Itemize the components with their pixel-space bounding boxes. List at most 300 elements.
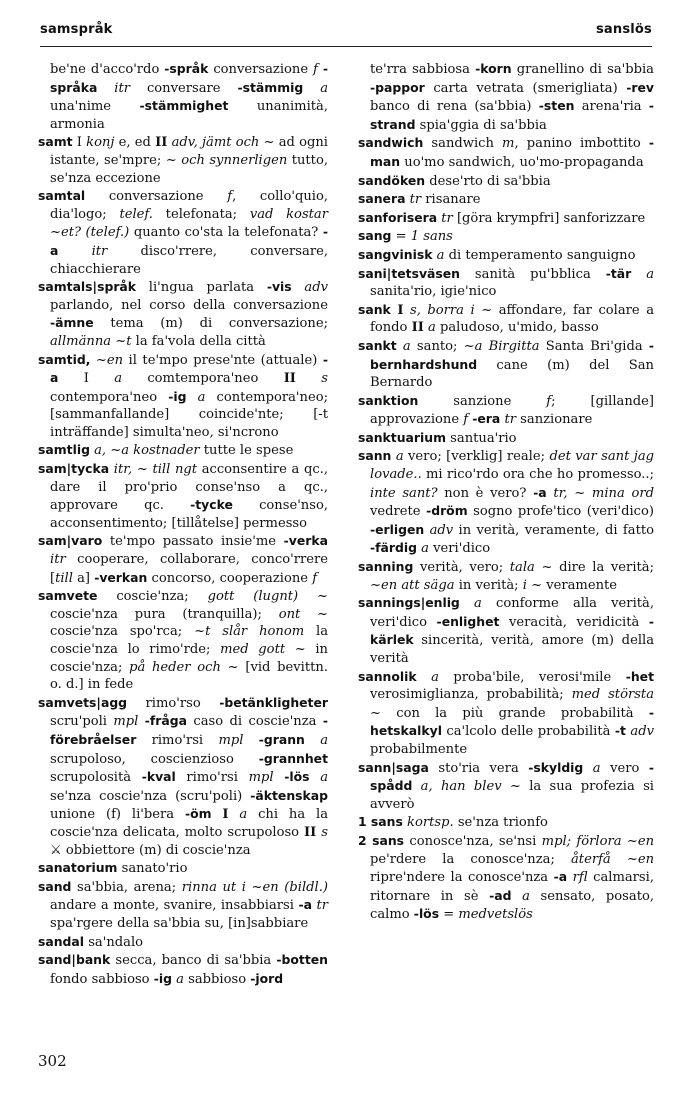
definition-text — [292, 280, 305, 295]
dictionary-entry — [358, 134, 654, 171]
definition-text: scrupolosità — [50, 770, 142, 786]
headword: -pappor — [370, 79, 425, 95]
grammar-label: inte sant? — [370, 485, 438, 501]
grammar-label: till — [55, 570, 73, 586]
definition-text — [243, 733, 258, 748]
grammar-label: adv — [429, 522, 454, 538]
grammar-label: ~en att säga — [370, 577, 455, 593]
grammar-label: a — [431, 669, 439, 685]
definition-text: parlando, nel corso della conversazione — [50, 297, 328, 313]
headword: -ig — [153, 970, 172, 986]
grammar-label: a — [114, 371, 122, 387]
headword: sang — [358, 228, 392, 244]
definition-text: in verità; — [454, 577, 523, 593]
definition-text: cane (m) del San Bernardo — [370, 357, 654, 391]
definition-text: concorso, cooperazione — [147, 570, 313, 586]
headword: sam|varo — [38, 533, 103, 549]
grammar-label: s — [321, 824, 328, 840]
dictionary-entry — [38, 133, 328, 187]
grammar-label: telef. — [119, 206, 153, 222]
dictionary-entry — [358, 227, 654, 246]
headword: -öm — [184, 806, 212, 822]
definition-text: spia'ggia di sa'bbia — [415, 117, 547, 133]
dictionary-entry — [358, 190, 654, 209]
definition-text: sto'ria vera — [428, 760, 529, 776]
headword: sanning — [358, 559, 414, 575]
definition-text: sabbioso — [183, 971, 251, 987]
definition-text: caso di coscie'nza — [187, 714, 323, 730]
dictionary-entry — [358, 60, 654, 134]
definition-text: sincerità, verità, amore (m) della verità — [370, 633, 654, 666]
grammar-label: f — [463, 412, 469, 428]
headword: -språk — [164, 61, 209, 76]
grammar-label: 1 sans — [410, 229, 453, 245]
definition-text: granellino di sa'bbia — [511, 62, 654, 77]
definition-text: a] — [72, 570, 95, 586]
definition-text: arena'ria — [574, 99, 649, 115]
headword: sannings|enlig — [358, 595, 460, 611]
headword: samtid, — [38, 351, 91, 367]
definition-text: secca, banco di sa'bbia — [110, 953, 277, 969]
definition-text: verosimiglianza, probabilità; — [370, 687, 572, 703]
grammar-label: f — [313, 62, 318, 77]
headword: -språka — [50, 61, 328, 95]
grammar-label: det var sant jag lovade.. — [370, 449, 655, 483]
headword: sannolik — [358, 668, 417, 684]
definition-text — [511, 889, 522, 904]
grammar-label: adv — [630, 724, 654, 740]
definition-text: coscie'nza; — [97, 589, 208, 605]
definition-text: sensato, posato, calmo — [370, 888, 654, 923]
headword: sanera — [358, 191, 406, 207]
dictionary-entry — [38, 694, 328, 859]
definition-text: verità, vero; — [413, 560, 510, 576]
dictionary-entry — [38, 859, 328, 878]
definition-text: sanita'rio, igie'nico — [370, 284, 497, 300]
definition-text: carta vetrata (smerigliata) — [424, 80, 627, 96]
headword: -verka — [283, 533, 328, 549]
dictionary-entry — [38, 60, 328, 133]
definition-text: risanare — [421, 192, 481, 208]
headword: -a — [50, 351, 328, 386]
headword: -rev — [626, 79, 654, 95]
definition-text: santua'rio — [446, 430, 517, 446]
definition-text — [296, 371, 321, 386]
grammar-label: mpl; förlora ~en — [541, 833, 654, 849]
definition-text: vedrete — [370, 504, 427, 520]
headword: -lös — [413, 906, 440, 922]
definition-text: sanità pu'bblica — [460, 266, 606, 282]
definition-text: fondo sabbioso — [50, 971, 154, 987]
headword: samtal — [38, 188, 86, 204]
definition-text: e, ed — [114, 135, 156, 151]
sense-number: II — [155, 135, 168, 151]
definition-text: te'rra sabbiosa — [370, 62, 476, 77]
grammar-label: allmänna ~t — [50, 333, 132, 349]
headword: samtlig — [38, 442, 90, 458]
grammar-label: tr, ~ mina ord — [553, 485, 654, 501]
definition-text: [vid bevittn. o. d.] in fede — [50, 659, 328, 693]
headword: sank — [358, 301, 391, 317]
definition-text: la sua profezia si avverò — [370, 779, 654, 812]
grammar-label: a — [428, 320, 436, 336]
dictionary-entry — [38, 532, 328, 587]
headword: -tycke — [190, 497, 233, 513]
definition-text: comtempora'neo — [122, 371, 284, 387]
definition-text: scru'poli — [50, 714, 114, 730]
grammar-label: a — [421, 541, 429, 557]
definition-text: I — [72, 135, 87, 151]
definition-text: tema (m) di conversazione; — [93, 316, 328, 332]
definition-text: li'ngua parlata — [136, 280, 267, 296]
grammar-label: itr — [50, 552, 66, 568]
headword: -bernhardshund — [370, 337, 654, 372]
definition-text — [97, 81, 114, 96]
headword: -a — [553, 869, 568, 885]
dictionary-entry — [358, 832, 654, 924]
grammar-label: med gott ~ — [220, 642, 306, 657]
definition-text: cooperare, collaborare, conco'rrere [ — [50, 552, 328, 586]
definition-text: calmarsi, ritornare in sè — [370, 870, 655, 904]
dictionary-entry — [358, 246, 654, 265]
headword: sandöken — [358, 172, 426, 188]
definition-text: coscie'nza spo'rca; — [50, 624, 195, 640]
right-column — [358, 60, 654, 924]
definition-text: ; [gillande] approvazione — [370, 393, 655, 428]
definition-text: banco di rena (sa'bbia) — [370, 99, 539, 115]
grammar-label: a — [474, 596, 482, 612]
definition-text: conse'nso, acconsentimento; [tillåtelse] permesso — [50, 498, 328, 531]
definition-text — [274, 770, 285, 785]
definition-text: , panino imbottito — [514, 136, 649, 152]
headword: -sten — [538, 98, 575, 114]
definition-text: acconsentire a qc., dare il pro'prio conse'nso a qc., approvare qc. — [50, 462, 328, 514]
definition-text: coscie'nza pura (tranquilla); — [50, 606, 279, 622]
definition-text: conosce'nza, se'nsi — [404, 833, 542, 849]
definition-text: conversazione — [85, 189, 228, 205]
headword: sani|tetsväsen — [358, 265, 460, 281]
grammar-label: s, borra i ~ — [410, 302, 493, 318]
headword: -lös — [284, 769, 310, 785]
definition-text: veri'dico — [428, 541, 491, 557]
definition-text: ca'lcolo delle probabilità — [441, 724, 615, 740]
headword: -grannhet — [258, 750, 328, 766]
definition-text: proba'bile, verosi'mile — [438, 669, 626, 685]
grammar-label: ~ och synnerligen — [165, 152, 288, 168]
definition-text: unanimità, armonia — [50, 99, 328, 132]
definition-text: in verità, veramente, di fatto — [453, 522, 654, 538]
definition-text: rimo'rso — [127, 695, 220, 711]
definition-text: quanto co'sta la telefonata? — [129, 225, 323, 241]
headword: -spådd — [370, 759, 654, 794]
grammar-label: a — [522, 888, 530, 904]
definition-text: Santa Bri'gida — [539, 338, 649, 354]
grammar-label: mpl — [248, 770, 274, 786]
dictionary-entry — [358, 429, 654, 448]
dictionary-entry — [38, 951, 328, 988]
grammar-label: adv — [304, 280, 328, 296]
definition-text: se'nza trionfo — [453, 815, 548, 831]
headword: -het — [625, 668, 654, 684]
definition-text: rimo'rsi — [136, 732, 219, 748]
definition-text: il te'mpo prese'nte (attuale) — [123, 352, 323, 368]
sense-number: I — [397, 302, 404, 318]
definition-text — [417, 670, 431, 685]
definition-text: pe'rdere la conosce'nza; — [370, 851, 571, 867]
definition-text — [229, 807, 240, 822]
definition-text: non è vero? — [437, 485, 534, 501]
grammar-label: f — [227, 189, 233, 205]
definition-text: veramente — [542, 577, 618, 593]
sense-number: II — [304, 824, 317, 840]
grammar-label: itr — [114, 80, 130, 96]
headword: -jord — [250, 970, 284, 986]
dictionary-entry — [358, 209, 654, 228]
left-column — [38, 60, 328, 988]
headword: sanatorium — [38, 860, 118, 876]
definition-text: sanato'rio — [117, 861, 188, 877]
headword: -t — [614, 723, 626, 739]
dictionary-entry — [38, 351, 328, 442]
grammar-label: ~en — [95, 352, 124, 368]
dictionary-entry — [358, 172, 654, 191]
headword: -era — [472, 411, 501, 427]
definition-text: dese'rto di sa'bbia — [425, 173, 551, 189]
dictionary-entry — [358, 813, 654, 832]
dictionary-entry — [38, 587, 328, 694]
grammar-label: a — [436, 247, 445, 263]
grammar-label: tr — [504, 412, 516, 428]
headword: sankt — [358, 337, 397, 353]
headword: -tär — [605, 265, 632, 281]
definition-text: sogno profe'tico (veri'dico) — [467, 504, 654, 520]
headword: -ig — [168, 388, 187, 404]
headword: sanforisera — [358, 209, 438, 225]
running-header — [40, 22, 652, 42]
definition-text: disco'rrere, conversare, chiacchierare — [50, 243, 328, 277]
headword: -hetskalkyl — [370, 704, 654, 739]
definition-text: la coscie'nza lo rimo'rde; — [50, 624, 328, 657]
definition-text: mi rico'rdo ora che ho promesso..; — [421, 467, 654, 483]
definition-text: veracità, veridicità — [499, 614, 649, 630]
definition-text: paludoso, u'mido, basso — [435, 320, 599, 336]
definition-text: unione (f) li'bera — [50, 807, 185, 823]
grammar-label: tala ~ — [509, 560, 553, 576]
sense-number: II — [283, 371, 296, 387]
dictionary-entry — [358, 668, 654, 759]
headword: sanktion — [358, 392, 419, 408]
headword: -stämmighet — [139, 98, 229, 114]
sense-number: II — [411, 320, 424, 336]
grammar-label: a — [320, 732, 329, 748]
definition-text: sandwich — [423, 136, 503, 152]
grammar-label: a — [176, 971, 184, 987]
definition-text: affondare, far colare a fondo — [370, 302, 655, 336]
grammar-label: adv, jämt och ~ — [171, 135, 275, 151]
definition-text: , collo'quio, dia'logo; — [50, 189, 328, 222]
dictionary-entry — [358, 558, 654, 594]
definition-text: = — [391, 229, 411, 245]
headword: sand — [38, 878, 72, 894]
dictionary-entry — [358, 265, 654, 301]
grammar-label: a, han blev ~ — [420, 779, 521, 795]
headword: -ad — [489, 887, 512, 903]
grammar-label: ~a Birgitta — [463, 338, 540, 354]
grammar-label: s — [321, 371, 328, 387]
grammar-label: tr — [316, 898, 328, 914]
dictionary-entry — [38, 933, 328, 952]
grammar-label: a — [239, 807, 248, 823]
headword: sangvinisk — [358, 246, 433, 262]
definition-text: contempora'neo — [50, 389, 169, 405]
grammar-label: återfå ~en — [571, 851, 655, 867]
page-number: 302 — [38, 1052, 67, 1070]
headword: -botten — [276, 952, 328, 968]
headword: -a — [50, 224, 328, 258]
definition-text: uo'mo sandwich, uo'mo-propaganda — [400, 154, 644, 170]
definition-text — [212, 807, 223, 822]
headword: sand|bank — [38, 952, 111, 968]
grammar-label: ont ~ — [278, 606, 328, 622]
definition-text: sa'ndalo — [84, 934, 144, 950]
headword: -färdig — [370, 540, 417, 556]
grammar-label: vad kostar ~et? (telef.) — [50, 206, 328, 241]
headword: -ämne — [50, 315, 94, 331]
grammar-label: f — [312, 570, 318, 586]
headword: -enlighet — [436, 613, 500, 629]
definition-text — [583, 761, 592, 776]
definition-text: be'ne d'acco'rdo — [50, 62, 165, 77]
headword: -grann — [258, 731, 305, 747]
headword: sam|tycka — [38, 461, 110, 477]
grammar-label: konj — [86, 135, 115, 151]
definition-text: scrupoloso, coscienzioso — [50, 751, 259, 767]
grammar-label: a, ~a kostnader — [94, 443, 200, 459]
grammar-label: medvetslös — [458, 907, 533, 923]
headword: -vis — [266, 279, 292, 295]
definition-text: = — [439, 907, 459, 923]
definition-text: conforme alla verità, veri'dico — [370, 596, 654, 630]
grammar-label: tr — [441, 210, 453, 226]
grammar-label: kortsp. — [407, 815, 454, 831]
headword: -fråga — [144, 713, 188, 729]
definition-text: ripre'ndere la conosce'nza — [370, 870, 554, 886]
header-rule — [40, 46, 652, 47]
definition-text: conversare — [130, 80, 238, 96]
grammar-label: med största ~ — [370, 687, 654, 721]
dictionary-entry — [38, 441, 328, 460]
grammar-label: f — [546, 393, 552, 409]
definition-text: sa'bbia, arena; — [71, 879, 182, 895]
definition-text — [460, 596, 474, 611]
definition-text — [305, 733, 320, 748]
definition-text: te'mpo passato insie'me — [102, 534, 284, 550]
headword: 1 sans — [358, 814, 403, 830]
dictionary-entry — [358, 301, 654, 337]
definition-text: sanzione — [418, 393, 547, 409]
dictionary-entry — [358, 392, 654, 429]
grammar-label: a — [197, 389, 206, 405]
header-first-headword: samspråk — [40, 22, 113, 37]
definition-text: probabilmente — [370, 741, 468, 757]
grammar-label: mpl — [218, 732, 244, 748]
headword: -kärlek — [370, 613, 655, 648]
headword: -stämmig — [237, 79, 304, 95]
grammar-label: a — [395, 449, 404, 465]
sense-number: I — [222, 807, 229, 823]
dictionary-entry — [38, 878, 328, 933]
definition-text: santo; — [410, 338, 464, 354]
grammar-label: itr — [91, 243, 108, 259]
definition-text: sanzionare — [516, 412, 593, 428]
grammar-label: gott (lugnt) ~ — [207, 589, 328, 605]
grammar-label: a — [320, 770, 328, 786]
definition-text — [631, 267, 646, 282]
grammar-label: a — [592, 760, 601, 776]
grammar-label: a — [402, 338, 411, 354]
definition-text: contempora'neo; [sammanfallande] coincide'nte; [-t inträffande] simulta'neo, si'ncrono — [50, 389, 328, 440]
dictionary-entry — [38, 278, 328, 350]
headword: -a — [298, 897, 312, 913]
definition-text: ad ogni istante, se'mpre; — [50, 135, 328, 168]
definition-text: vero — [600, 760, 649, 776]
grammar-label: m — [502, 136, 515, 152]
definition-text — [58, 244, 91, 259]
headword: -strand — [370, 98, 655, 132]
headword: -verkan — [94, 569, 148, 585]
dictionary-entry — [38, 460, 328, 532]
dictionary-entry — [358, 337, 654, 392]
grammar-label: på heder och ~ — [129, 659, 239, 675]
headword: -man — [370, 135, 655, 169]
definition-text: in coscie'nza; — [50, 642, 328, 675]
headword: samvets|agg — [38, 694, 128, 710]
definition-text: con la più grande probabilità — [380, 705, 649, 721]
headword: samtals|språk — [38, 279, 137, 295]
definition-text: telefonata; — [152, 206, 250, 222]
headword: sandwich — [358, 135, 424, 151]
grammar-label: ~t slår honom — [194, 624, 305, 640]
definition-text: chi ha la coscie'nza delicata, molto scrupoloso — [50, 807, 328, 840]
definition-text — [186, 390, 197, 405]
headword: -erligen — [370, 521, 425, 537]
headword: -korn — [475, 61, 512, 76]
dictionary-entry — [358, 759, 654, 814]
definition-text: se'nza coscie'nza (scru'poli) — [50, 788, 251, 804]
dictionary-entry — [358, 594, 654, 667]
definition-text — [412, 779, 420, 794]
headword: -dröm — [426, 503, 468, 519]
headword: 2 sans — [358, 832, 405, 848]
dictionary-entry — [38, 187, 328, 278]
definition-text: una'nime — [50, 99, 140, 115]
headword: sandal — [38, 933, 85, 949]
definition-text: tutto, se'nza eccezione — [50, 152, 328, 186]
grammar-label: i ~ — [522, 577, 543, 593]
headword: sann — [358, 448, 392, 464]
definition-text: spa'rgere della sa'bbia su, [in]sabbiare — [50, 915, 309, 931]
header-last-headword: sanslös — [595, 22, 652, 37]
headword: -förebråelser — [50, 713, 328, 747]
headword: samt — [38, 134, 73, 150]
definition-text — [303, 81, 320, 96]
grammar-label: itr, ~ till ngt — [113, 462, 198, 478]
grammar-label: mpl — [113, 714, 139, 730]
headword: sanktuarium — [358, 429, 446, 445]
headword: -a — [533, 484, 547, 500]
definition-text: di temperamento sanguigno — [444, 247, 636, 263]
definition-text: conversazione — [208, 62, 314, 77]
